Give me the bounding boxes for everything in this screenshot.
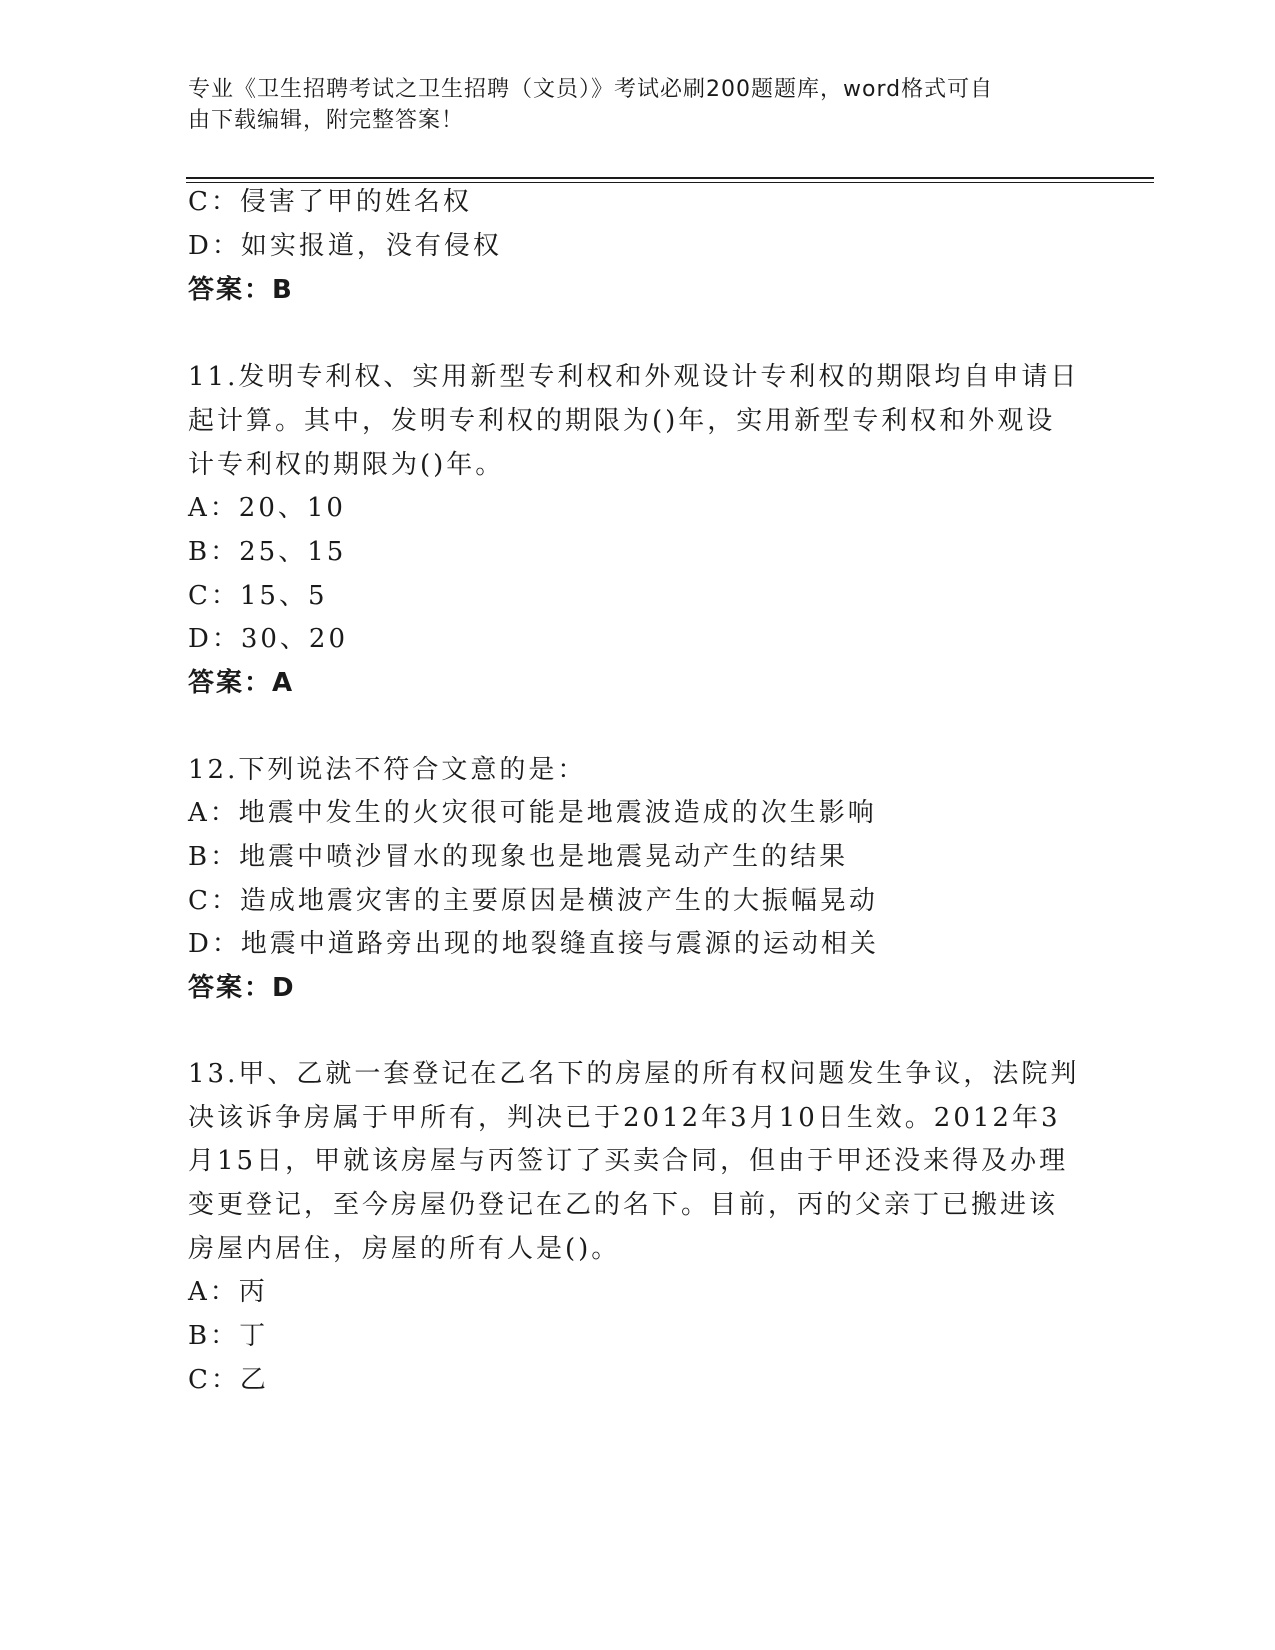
q11-stem-line-1: 11.发明专利权、实用新型专利权和外观设计专利权的期限均自申请日: [188, 362, 1080, 392]
q12-option-a: A：地震中发生的火灾很可能是地震波造成的次生影响: [188, 798, 877, 828]
q11-stem-line-3: 计专利权的期限为()年。: [188, 450, 505, 480]
header-divider-thick: [186, 177, 1154, 179]
prev-option-c: C：侵害了甲的姓名权: [188, 187, 472, 217]
q11-option-b: B：25、15: [188, 537, 347, 567]
prev-answer: 答案：B: [188, 275, 294, 305]
q13-option-c: C：乙: [188, 1365, 269, 1395]
q11-option-a: A：20、10: [188, 493, 346, 523]
q13-option-a: A：丙: [188, 1277, 268, 1307]
q13-stem-line-5: 房屋内居住，房屋的所有人是()。: [188, 1234, 621, 1264]
q12-stem-line-1: 12.下列说法不符合文意的是：: [188, 755, 587, 785]
q11-answer: 答案：A: [188, 668, 295, 698]
q11-option-c: C：15、5: [188, 581, 328, 611]
header-divider-thin: [186, 182, 1154, 183]
q12-option-d: D：地震中道路旁出现的地裂缝直接与震源的运动相关: [188, 929, 879, 959]
document-header: [188, 74, 1068, 136]
q13-stem-line-1: 13.甲、乙就一套登记在乙名下的房屋的所有权问题发生争议，法院判: [188, 1059, 1080, 1089]
q12-option-b: B：地震中喷沙冒水的现象也是地震晃动产生的结果: [188, 842, 849, 872]
q12-answer: 答案：D: [188, 973, 296, 1003]
q13-stem-line-4: 变更登记，至今房屋仍登记在乙的名下。目前，丙的父亲丁已搬进该: [188, 1190, 1059, 1220]
q11-stem-line-2: 起计算。其中，发明专利权的期限为()年，实用新型专利权和外观设: [188, 406, 1056, 436]
q11-option-d: D：30、20: [188, 624, 349, 654]
q12-option-c: C：造成地震灾害的主要原因是横波产生的大振幅晃动: [188, 886, 878, 916]
prev-option-d: D：如实报道，没有侵权: [188, 231, 502, 261]
q13-option-b: B：丁: [188, 1321, 269, 1351]
q13-stem-line-2: 决该诉争房属于甲所有，判决已于2012年3月10日生效。2012年3: [188, 1103, 1061, 1133]
header-line-2: 由下载编辑，附完整答案！: [188, 108, 465, 133]
q13-stem-line-3: 月15日，甲就该房屋与丙签订了买卖合同，但由于甲还没来得及办理: [188, 1146, 1069, 1176]
header-line-1: 专业《卫生招聘考试之卫生招聘（文员）》考试必刷200题题库，word格式可自: [188, 77, 994, 102]
